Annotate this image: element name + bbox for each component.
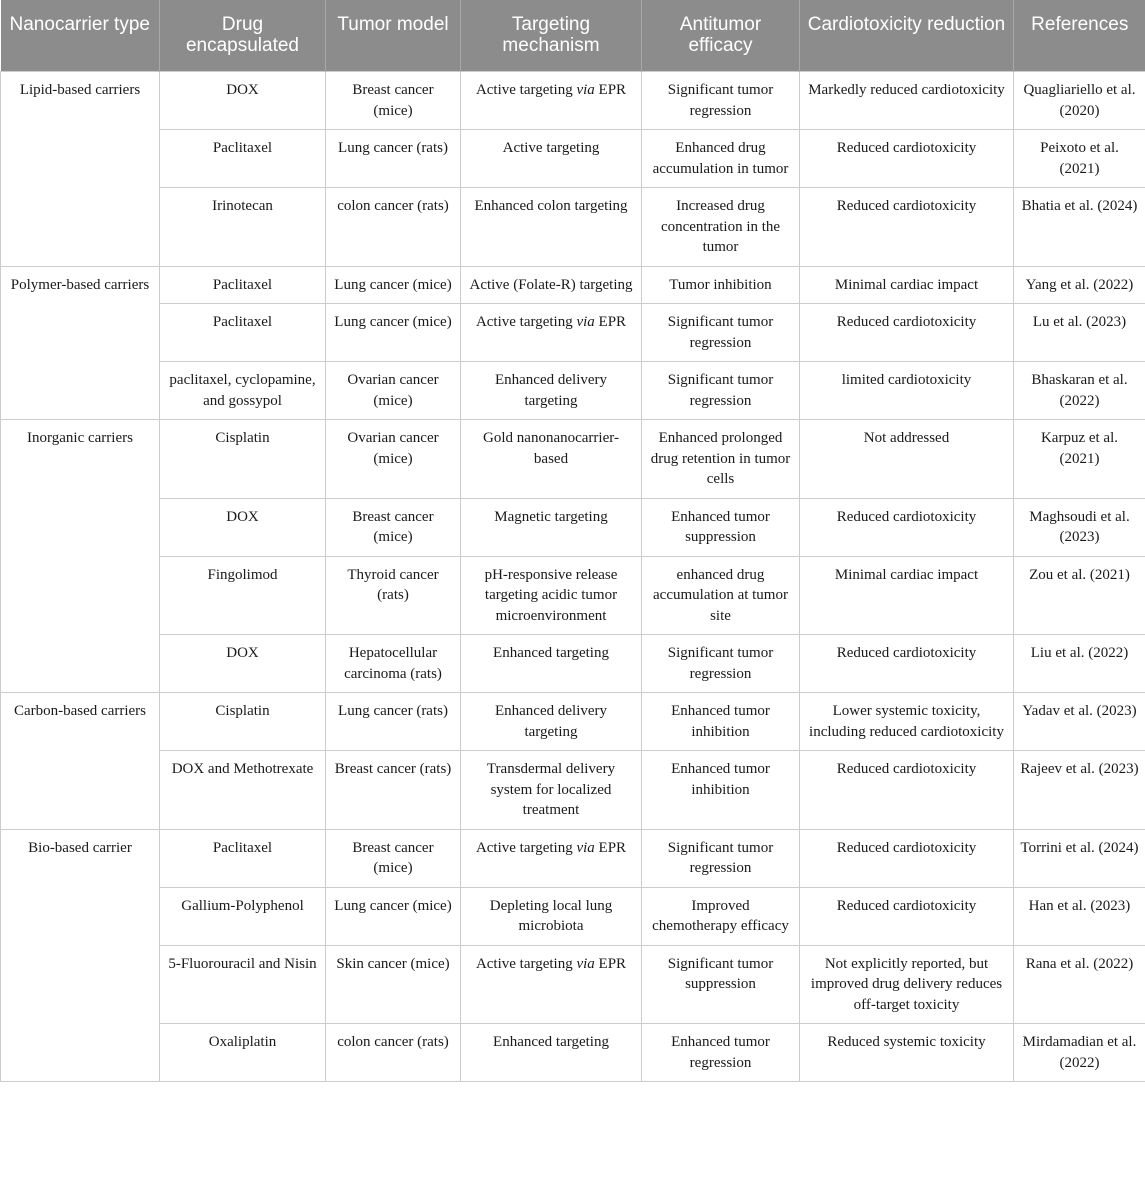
- cell-tumor-model: Lung cancer (mice): [326, 266, 461, 304]
- cell-drug: Paclitaxel: [160, 829, 326, 887]
- table-row: [1, 498, 1145, 556]
- table-row: [1, 829, 1145, 887]
- cell-cardiotoxicity: Minimal cardiac impact: [800, 266, 1014, 304]
- cell-drug: 5-Fluorouracil and Nisin: [160, 945, 326, 1024]
- cell-reference: Karpuz et al. (2021): [1014, 420, 1145, 499]
- cell-tumor-model: Breast cancer (rats): [326, 751, 461, 830]
- cell-tumor-model: Thyroid cancer (rats): [326, 556, 461, 635]
- cell-drug: DOX: [160, 498, 326, 556]
- cell-antitumor-efficacy: Significant tumor suppression: [642, 945, 800, 1024]
- cell-nanocarrier-type: Polymer-based carriers: [1, 266, 160, 420]
- mechanism-italic: via: [576, 314, 595, 330]
- cell-cardiotoxicity: Not addressed: [800, 420, 1014, 499]
- cell-targeting-mechanism: [461, 635, 642, 693]
- cell-targeting-mechanism: [461, 498, 642, 556]
- table-row: [1, 304, 1145, 362]
- mechanism-text: Depleting local lung microbiota: [489, 897, 613, 934]
- mechanism-text: Active targeting: [502, 140, 600, 156]
- cell-targeting-mechanism: [461, 829, 642, 887]
- table-row: [1, 266, 1145, 304]
- cell-drug: Cisplatin: [160, 693, 326, 751]
- cell-reference: Yadav et al. (2023): [1014, 693, 1145, 751]
- cell-reference: Maghsoudi et al. (2023): [1014, 498, 1145, 556]
- mechanism-text: pH-responsive release targeting acidic tumor microenvironment: [484, 566, 618, 624]
- cell-cardiotoxicity: Minimal cardiac impact: [800, 556, 1014, 635]
- cell-antitumor-efficacy: enhanced drug accumulation at tumor site: [642, 556, 800, 635]
- cell-targeting-mechanism: [461, 188, 642, 267]
- header-row: [1, 0, 1145, 72]
- cell-reference: Quagliariello et al. (2020): [1014, 72, 1145, 130]
- cell-nanocarrier-type: Bio-based carrier: [1, 829, 160, 1082]
- cell-reference: Han et al. (2023): [1014, 887, 1145, 945]
- cell-reference: Lu et al. (2023): [1014, 304, 1145, 362]
- cell-cardiotoxicity: limited cardiotoxicity: [800, 362, 1014, 420]
- cell-drug: Gallium-Polyphenol: [160, 887, 326, 945]
- cell-antitumor-efficacy: Significant tumor regression: [642, 829, 800, 887]
- table-row: [1, 635, 1145, 693]
- cell-drug: Paclitaxel: [160, 130, 326, 188]
- cell-cardiotoxicity: Reduced cardiotoxicity: [800, 887, 1014, 945]
- cell-targeting-mechanism: [461, 362, 642, 420]
- cell-antitumor-efficacy: Tumor inhibition: [642, 266, 800, 304]
- table-header: [1, 0, 1145, 72]
- mechanism-text: Enhanced targeting: [493, 645, 609, 661]
- cell-tumor-model: Lung cancer (mice): [326, 887, 461, 945]
- table-row: [1, 130, 1145, 188]
- mechanism-text: Magnetic targeting: [494, 508, 608, 525]
- mechanism-text: Transdermal delivery system for localized treatment: [486, 761, 616, 818]
- table-row: [1, 1024, 1145, 1082]
- cell-cardiotoxicity: Markedly reduced cardiotoxicity: [800, 72, 1014, 130]
- table-row: [1, 362, 1145, 420]
- cell-drug: Cisplatin: [160, 420, 326, 499]
- mechanism-suffix: EPR: [594, 314, 627, 330]
- cell-antitumor-efficacy: Significant tumor regression: [642, 304, 800, 362]
- cell-targeting-mechanism: [461, 266, 642, 304]
- cell-tumor-model: Hepatocellular carcinoma (rats): [326, 635, 461, 693]
- cell-targeting-mechanism: [461, 130, 642, 188]
- table-row: [1, 945, 1145, 1024]
- table-row: [1, 188, 1145, 267]
- cell-antitumor-efficacy: Enhanced tumor inhibition: [642, 751, 800, 830]
- mechanism-suffix: EPR: [594, 955, 627, 972]
- cell-targeting-mechanism: [461, 887, 642, 945]
- cell-tumor-model: colon cancer (rats): [326, 1024, 461, 1082]
- cell-targeting-mechanism: [461, 72, 642, 130]
- mechanism-text: Enhanced delivery targeting: [494, 703, 608, 740]
- mechanism-italic: via: [576, 839, 595, 856]
- cell-cardiotoxicity: Reduced cardiotoxicity: [800, 304, 1014, 362]
- header-antitumor-efficacy: Antitumor efficacy: [642, 0, 800, 72]
- cell-antitumor-efficacy: Enhanced drug accumulation in tumor: [642, 130, 800, 188]
- cell-reference: Yang et al. (2022): [1014, 266, 1145, 304]
- header-references: References: [1014, 0, 1145, 72]
- cell-reference: Bhatia et al. (2024): [1014, 188, 1145, 267]
- header-nanocarrier-type: Nanocarrier type: [1, 0, 160, 72]
- header-tumor-model: Tumor model: [326, 0, 461, 72]
- cell-reference: Bhaskaran et al. (2022): [1014, 362, 1145, 420]
- table-row: [1, 72, 1145, 130]
- cell-drug: DOX: [160, 635, 326, 693]
- cell-tumor-model: Lung cancer (rats): [326, 130, 461, 188]
- mechanism-text: Active targeting: [475, 955, 577, 972]
- mechanism-text: Enhanced targeting: [493, 1034, 609, 1050]
- cell-targeting-mechanism: [461, 1024, 642, 1082]
- table-body: [1, 72, 1145, 1082]
- mechanism-text: Active targeting: [475, 839, 577, 856]
- cell-antitumor-efficacy: Significant tumor regression: [642, 635, 800, 693]
- cell-nanocarrier-type: Inorganic carriers: [1, 420, 160, 693]
- table-row: [1, 556, 1145, 635]
- cell-cardiotoxicity: Reduced cardiotoxicity: [800, 130, 1014, 188]
- cell-drug: Fingolimod: [160, 556, 326, 635]
- cell-tumor-model: Lung cancer (mice): [326, 304, 461, 362]
- cell-drug: Paclitaxel: [160, 304, 326, 362]
- cell-tumor-model: Breast cancer (mice): [326, 829, 461, 887]
- cell-reference: Peixoto et al. (2021): [1014, 130, 1145, 188]
- cell-reference: Mirdamadian et al. (2022): [1014, 1024, 1145, 1082]
- cell-cardiotoxicity: Lower systemic toxicity, including reduced cardiotoxicity: [800, 693, 1014, 751]
- mechanism-italic: via: [576, 82, 595, 98]
- table-row: [1, 420, 1145, 499]
- cell-antitumor-efficacy: Increased drug concentration in the tumor: [642, 188, 800, 267]
- cell-targeting-mechanism: [461, 945, 642, 1024]
- mechanism-suffix: EPR: [594, 82, 627, 98]
- cell-cardiotoxicity: Reduced cardiotoxicity: [800, 635, 1014, 693]
- mechanism-italic: via: [576, 955, 595, 972]
- table-row: [1, 751, 1145, 830]
- mechanism-text: Active targeting: [475, 314, 577, 330]
- cell-cardiotoxicity: Reduced systemic toxicity: [800, 1024, 1014, 1082]
- cell-antitumor-efficacy: Enhanced tumor inhibition: [642, 693, 800, 751]
- cell-nanocarrier-type: Carbon-based carriers: [1, 693, 160, 830]
- cell-reference: Rajeev et al. (2023): [1014, 751, 1145, 830]
- cell-tumor-model: Ovarian cancer (mice): [326, 420, 461, 499]
- mechanism-text: Enhanced colon targeting: [474, 198, 628, 214]
- cell-targeting-mechanism: [461, 420, 642, 499]
- cell-targeting-mechanism: [461, 556, 642, 635]
- cell-antitumor-efficacy: Enhanced prolonged drug retention in tumor cells: [642, 420, 800, 499]
- cell-cardiotoxicity: Reduced cardiotoxicity: [800, 188, 1014, 267]
- cell-cardiotoxicity: Reduced cardiotoxicity: [800, 498, 1014, 556]
- mechanism-suffix: EPR: [594, 839, 627, 856]
- cell-nanocarrier-type: Lipid-based carriers: [1, 72, 160, 267]
- table-row: [1, 887, 1145, 945]
- cell-cardiotoxicity: Reduced cardiotoxicity: [800, 751, 1014, 830]
- cell-tumor-model: Skin cancer (mice): [326, 945, 461, 1024]
- cell-antitumor-efficacy: Enhanced tumor suppression: [642, 498, 800, 556]
- header-drug-encapsulated: Drug encapsulated: [160, 0, 326, 72]
- cell-targeting-mechanism: [461, 693, 642, 751]
- cell-reference: Liu et al. (2022): [1014, 635, 1145, 693]
- cell-tumor-model: Breast cancer (mice): [326, 72, 461, 130]
- cell-drug: Irinotecan: [160, 188, 326, 267]
- header-targeting-mechanism: Targeting mechanism: [461, 0, 642, 72]
- cell-cardiotoxicity: Reduced cardiotoxicity: [800, 829, 1014, 887]
- cell-cardiotoxicity: Not explicitly reported, but improved drug delivery reduces off-target toxicity: [800, 945, 1014, 1024]
- cell-antitumor-efficacy: Enhanced tumor regression: [642, 1024, 800, 1082]
- cell-reference: Zou et al. (2021): [1014, 556, 1145, 635]
- cell-tumor-model: Ovarian cancer (mice): [326, 362, 461, 420]
- cell-antitumor-efficacy: Significant tumor regression: [642, 362, 800, 420]
- mechanism-text: Active (Folate-R) targeting: [469, 276, 633, 293]
- cell-tumor-model: colon cancer (rats): [326, 188, 461, 267]
- cell-drug: DOX and Methotrexate: [160, 751, 326, 830]
- cell-antitumor-efficacy: Significant tumor regression: [642, 72, 800, 130]
- cell-drug: Oxaliplatin: [160, 1024, 326, 1082]
- cell-targeting-mechanism: [461, 304, 642, 362]
- mechanism-text: Enhanced delivery targeting: [494, 372, 608, 409]
- cell-reference: Torrini et al. (2024): [1014, 829, 1145, 887]
- cell-tumor-model: Breast cancer (mice): [326, 498, 461, 556]
- cell-reference: Rana et al. (2022): [1014, 945, 1145, 1024]
- table-row: [1, 693, 1145, 751]
- mechanism-text: Active targeting: [475, 82, 577, 98]
- cell-drug: DOX: [160, 72, 326, 130]
- cell-drug: paclitaxel, cyclopamine, and gossypol: [160, 362, 326, 420]
- cell-antitumor-efficacy: Improved chemotherapy efficacy: [642, 887, 800, 945]
- cell-targeting-mechanism: [461, 751, 642, 830]
- cell-drug: Paclitaxel: [160, 266, 326, 304]
- mechanism-text: Gold nanonanocarrier-based: [483, 430, 619, 467]
- header-cardiotoxicity-reduction: Cardiotoxicity reduction: [800, 0, 1014, 72]
- cell-tumor-model: Lung cancer (rats): [326, 693, 461, 751]
